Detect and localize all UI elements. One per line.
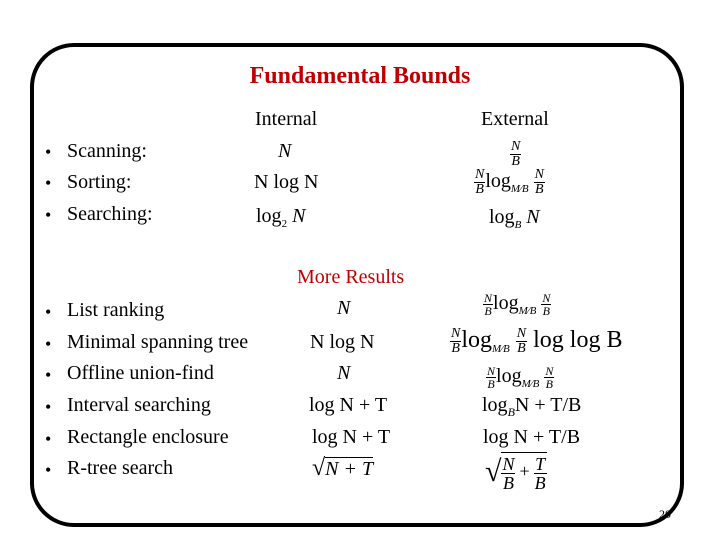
internal-sorting: N log N xyxy=(254,171,319,193)
internal-list-ranking: N xyxy=(337,297,351,319)
internal-mst: N log N xyxy=(310,331,375,353)
row-label-scanning: Scanning: xyxy=(67,140,147,162)
internal-interval: log N + T xyxy=(309,394,388,416)
external-column-header: External xyxy=(481,108,549,130)
bullet-icon: • xyxy=(45,205,52,225)
result-label-mst: Minimal spanning tree xyxy=(67,331,249,353)
result-label-rectangle: Rectangle enclosure xyxy=(67,426,229,448)
result-label-rtree: R-tree search xyxy=(67,457,174,479)
bullet-icon: • xyxy=(45,302,52,322)
result-label-interval: Interval searching xyxy=(67,394,211,416)
slide-title: Fundamental Bounds xyxy=(249,63,471,89)
internal-rectangle: log N + T xyxy=(312,426,391,448)
external-rtree: √ $\frac{N}{B}$ + $\frac{T}{B}$ xyxy=(485,454,546,493)
external-list-ranking: $\frac{N}{B}$ $\log_{M⁄B}$ $\frac{N}{B}$ xyxy=(484,291,551,318)
external-sorting: $\frac{N}{B}$ $\log_{M⁄B}$ $\frac{N}{B}$ xyxy=(475,167,544,197)
bullet-icon: • xyxy=(45,173,52,193)
internal-column-header: Internal xyxy=(255,108,318,130)
bullet-icon: • xyxy=(45,142,52,162)
external-searching: $\log_B N$ xyxy=(489,206,540,231)
internal-searching: $\log_2 N$ xyxy=(256,205,306,230)
bullet-icon: • xyxy=(45,460,52,480)
result-label-union-find: Offline union-find xyxy=(67,362,214,384)
row-label-searching: Searching: xyxy=(67,203,153,225)
bullet-icon: • xyxy=(45,365,52,385)
more-results-heading: More Results xyxy=(297,266,405,288)
result-label-list-ranking: List ranking xyxy=(67,299,165,321)
bullet-icon: • xyxy=(45,429,52,449)
bullet-icon: • xyxy=(45,334,52,354)
row-label-sorting: Sorting: xyxy=(67,171,132,193)
internal-scanning: N xyxy=(278,140,292,162)
slide-number: 20 xyxy=(659,507,671,521)
internal-union-find: N xyxy=(337,362,351,384)
external-union-find: $\frac{N}{B}$ $\log_{M⁄B}$ $\frac{N}{B}$ xyxy=(487,364,554,391)
external-scanning: $\frac{N}{B}$ xyxy=(511,139,521,169)
external-rectangle: log N + T/B xyxy=(483,426,581,448)
bullet-icon: • xyxy=(45,397,52,417)
internal-rtree: √N + T xyxy=(312,455,374,481)
external-mst: $\frac{N}{B}$ $\log_{M⁄B}$ $\frac{N}{B}$ log log B xyxy=(451,326,623,356)
external-interval: $\log_BN + T/B$ xyxy=(482,394,582,419)
